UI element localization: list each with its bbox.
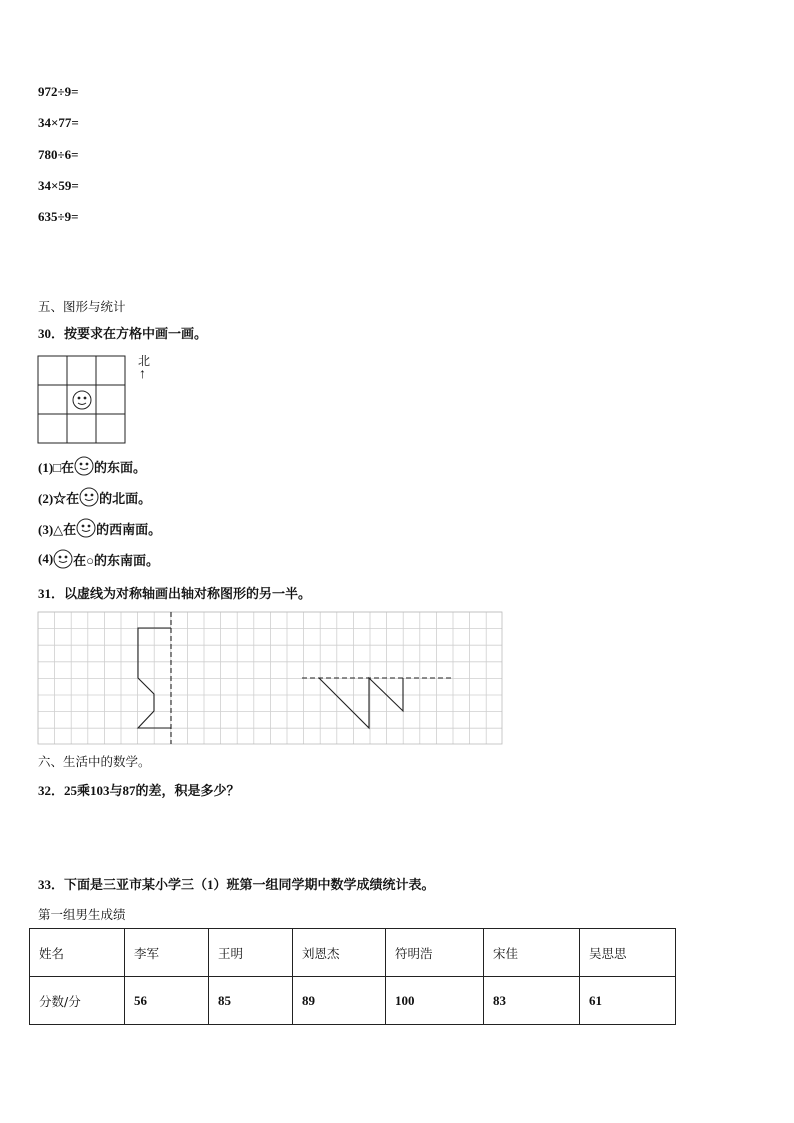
item-3-suffix: 的西南面。 <box>96 521 162 537</box>
question-33-prompt: 33．下面是三亚市某小学三（1）班第一组同学期中数学成绩统计表。 <box>38 877 435 892</box>
table-cell: 85 <box>209 977 293 1025</box>
calc-line-3: 780÷6= <box>38 147 79 162</box>
table-cell: 100 <box>386 977 484 1025</box>
table-row <box>30 977 676 1025</box>
smiley-face-icon <box>79 487 99 507</box>
symmetry-grid <box>37 611 503 746</box>
calc-line-5: 635÷9= <box>38 209 79 224</box>
question-30-item-3 <box>38 518 161 538</box>
table-cell: 83 <box>484 977 580 1025</box>
item-4-prefix: (4) <box>38 551 54 566</box>
table-cell: 王明 <box>209 929 293 977</box>
table-cell: 姓名 <box>30 929 125 977</box>
question-30-item-4 <box>38 549 159 569</box>
item-2-prefix: (2)☆在 <box>38 490 80 506</box>
smiley-face-icon <box>74 456 94 476</box>
table-cell: 宋佳 <box>484 929 580 977</box>
top-half-figure <box>319 678 403 728</box>
item-1-suffix: 的东面。 <box>94 459 147 475</box>
table-cell: 刘恩杰 <box>293 929 386 977</box>
score-table <box>29 928 676 1025</box>
table-cell: 符明浩 <box>386 929 484 977</box>
item-4-suffix: 在○的东南面。 <box>73 552 160 568</box>
question-30-item-2 <box>38 487 151 507</box>
question-30-prompt: 30．按要求在方格中画一画。 <box>38 326 208 341</box>
table-caption: 第一组男生成绩 <box>38 907 126 922</box>
table-cell: 61 <box>580 977 676 1025</box>
direction-grid <box>37 355 127 445</box>
table-cell: 56 <box>125 977 209 1025</box>
north-arrow-icon: ↑ <box>139 367 146 382</box>
north-label: 北 <box>138 354 151 368</box>
section-6-heading: 六、生活中的数学。 <box>38 754 151 769</box>
question-32-prompt: 32．25乘103与87的差，积是多少？ <box>38 783 240 798</box>
question-30-item-1 <box>38 456 146 476</box>
section-5-heading: 五、图形与统计 <box>38 299 126 314</box>
table-cell: 分数/分 <box>30 977 125 1025</box>
calc-line-4: 34×59= <box>38 178 79 193</box>
calc-line-1: 972÷9= <box>38 84 79 99</box>
item-1-prefix: (1)□在 <box>38 459 75 475</box>
table-cell: 89 <box>293 977 386 1025</box>
smiley-face-icon <box>53 549 73 569</box>
question-31-prompt: 31．以虚线为对称轴画出轴对称图形的另一半。 <box>38 586 312 601</box>
item-3-prefix: (3)△在 <box>38 521 77 537</box>
item-2-suffix: 的北面。 <box>99 490 152 506</box>
table-header-row <box>30 929 676 977</box>
table-cell: 李军 <box>125 929 209 977</box>
table-cell: 吴思思 <box>580 929 676 977</box>
calc-line-2: 34×77= <box>38 115 79 130</box>
smiley-face-icon <box>76 518 96 538</box>
smiley-face-icon <box>73 391 91 409</box>
